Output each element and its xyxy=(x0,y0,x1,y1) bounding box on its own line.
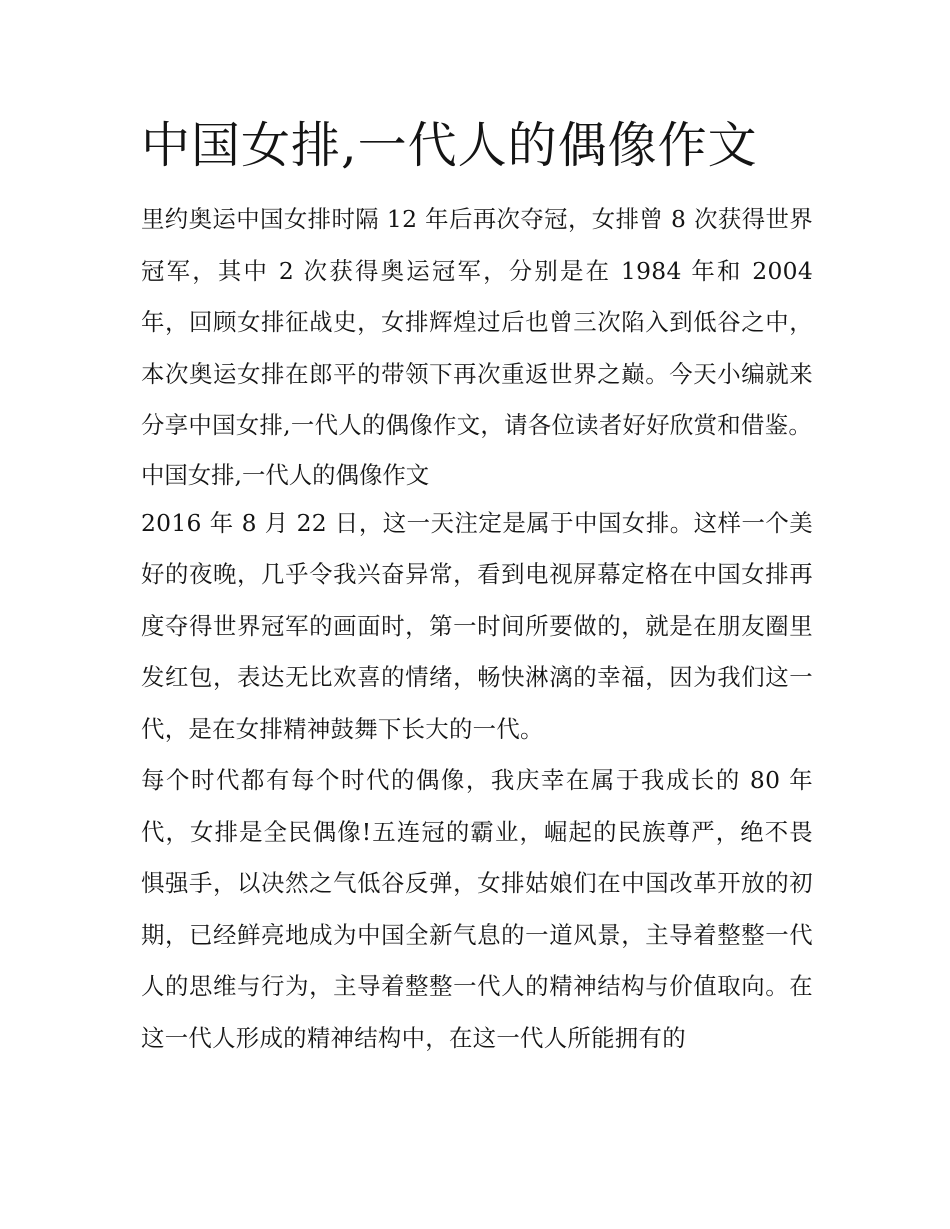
document-title: 中国女排,一代人的偶像作文 xyxy=(141,117,758,174)
document-page xyxy=(141,112,813,1064)
essay-subheading: 中国女排,一代人的偶像作文 xyxy=(141,460,430,489)
body-paragraph-1: 2016 年 8 月 22 日，这一天注定是属于中国女排。这样一个美好的夜晚，几乎令我兴奋异常，看到电视屏幕定格在中国女排再度夺得世界冠军的画面时，第一时间所要做的，就是在朋友圈里发红包，表达无比欢喜的情绪，畅快淋漓的幸福，因为我们这一代，是在女排精神鼓舞下长大的一代。 xyxy=(141,508,813,743)
intro-paragraph: 里约奥运中国女排时隔 12 年后再次夺冠，女排曾 8 次获得世界冠军，其中 2 次获得奥运冠军，分别是在 1984 年和 2004 年，回顾女排征战史，女排辉煌过后也曾三次陷入到低谷之中，本次奥运女排在郎平的带领下再次重返世界之巅。今天小编就来分享中国女排,一代人的偶像作文，请各位读者好好欣赏和借鉴。 xyxy=(141,205,813,439)
body-paragraph-2: 每个时代都有每个时代的偶像，我庆幸在属于我成长的 80 年代，女排是全民偶像!五连冠的霸业，崛起的民族尊严，绝不畏惧强手，以决然之气低谷反弹，女排姑娘们在中国改革开放的初期，已经鲜亮地成为中国全新气息的一道风景，主导着整整一代人的思维与行为，主导着整整一代人的精神结构与价值取向。在这一代人形成的精神结构中，在这一代人所能拥有的 xyxy=(141,766,813,1052)
